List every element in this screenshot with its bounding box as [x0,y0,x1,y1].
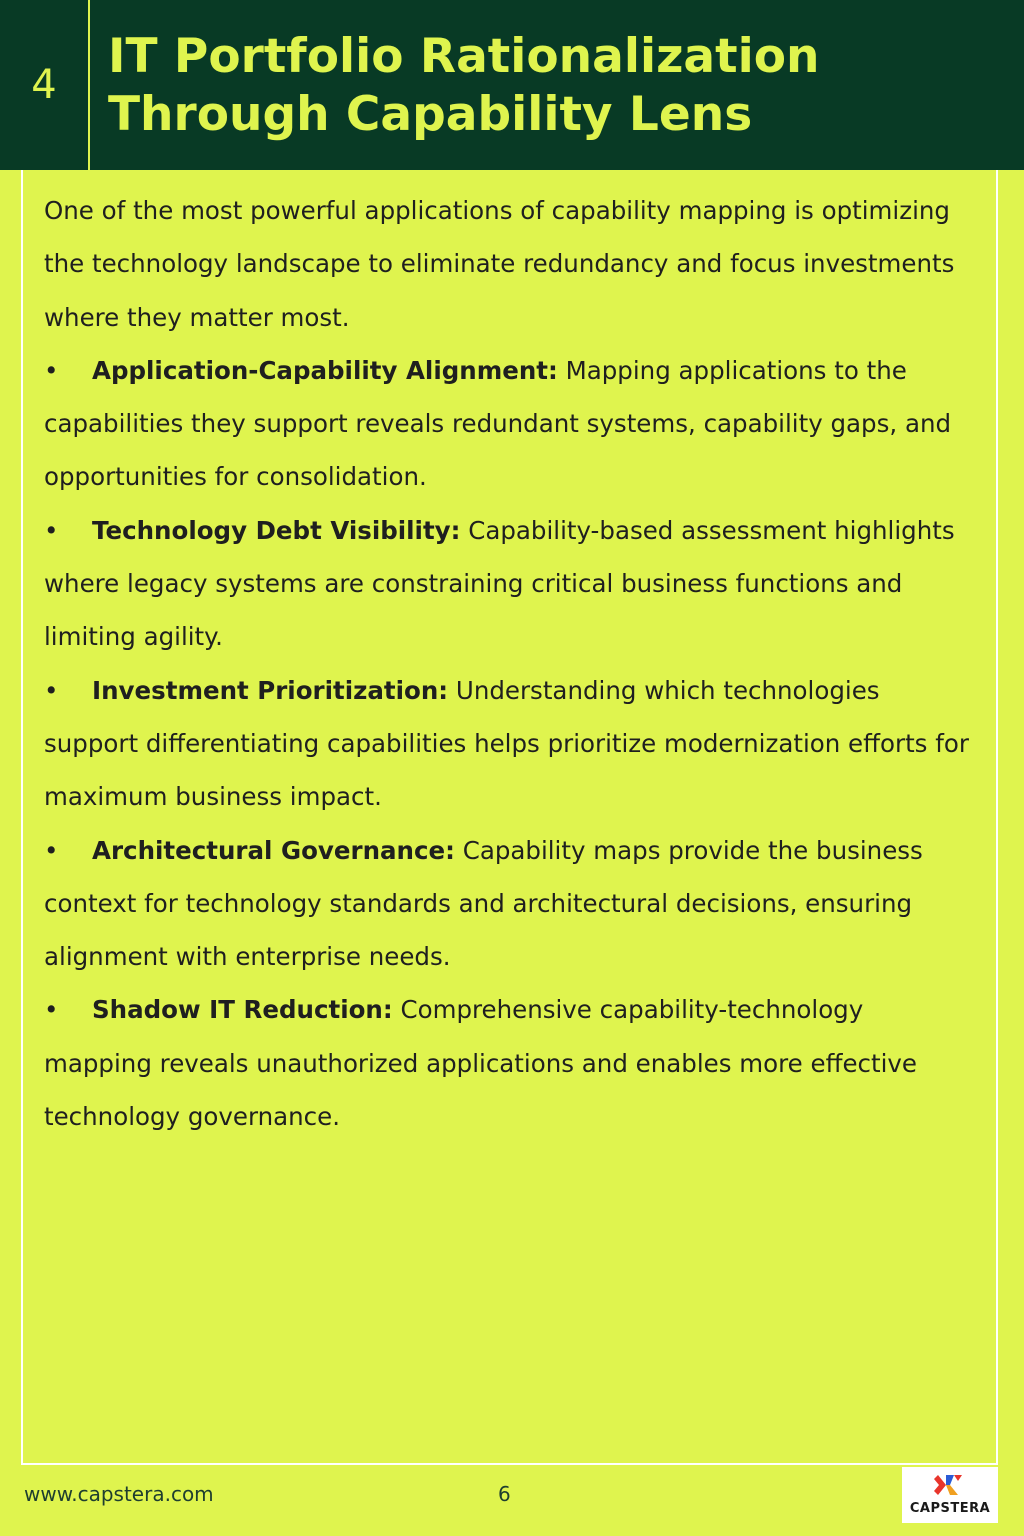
bullet-icon: • [44,515,59,545]
capstera-logo [902,1467,998,1523]
bullet-item [44,824,974,984]
bullet-heading: Technology Debt Visibility: [92,515,461,545]
bullet-icon: • [44,355,59,385]
bullet-text: Capability-based assessment highlights where legacy systems are constraining critical business functions and limiting agility. [44,515,955,652]
bullet-item [44,983,974,1143]
page-number: 6 [498,1482,511,1506]
page-title [108,28,1008,144]
bullet-text: Understanding which technologies support differentiating capabilities helps prioritize modernization efforts for maximum business impact. [44,675,969,812]
logo-text: CAPSTERA [909,1501,991,1516]
bullet-text: Mapping applications to the capabilities they support reveals redundant systems, capability gaps, and opportunities for consolidation. [44,355,952,492]
content-body [44,184,974,1143]
title-line-1: IT Portfolio Rationalization [108,29,820,84]
bullet-heading: Architectural Governance: [92,835,455,865]
bullet-icon: • [44,995,59,1025]
header-divider [88,0,90,170]
bullet-heading: Investment Prioritization: [92,675,449,705]
bullet-text: Capability maps provide the business context for technology standards and architectural decisions, ensuring alignment with enterprise needs. [44,835,923,972]
title-line-2: Through Capability Lens [108,87,753,142]
bullet-heading: Application-Capability Alignment: [92,355,558,385]
bullet-item [44,504,974,664]
bullet-text: Comprehensive capability-technology mapping reveals unauthorized applications and enables more effective technology governance. [44,995,917,1132]
section-number: 4 [31,62,57,108]
bullet-heading: Shadow IT Reduction: [92,995,393,1025]
bullet-item [44,344,974,504]
page-header [0,0,1024,170]
intro-paragraph: One of the most powerful applications of capability mapping is optimizing the technology landscape to eliminate redundancy and focus investments where they matter most. [44,196,955,332]
bullet-icon: • [44,835,59,865]
footer-url-link[interactable]: www.capstera.com [24,1482,214,1506]
capstera-logo-icon [930,1471,970,1501]
bullet-icon: • [44,675,59,705]
bullet-item [44,664,974,824]
